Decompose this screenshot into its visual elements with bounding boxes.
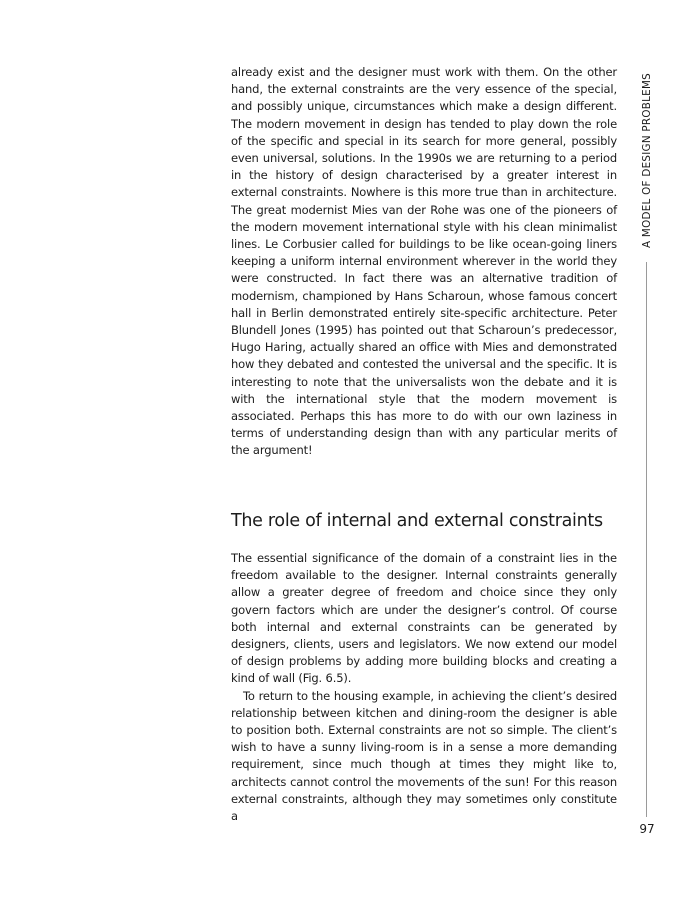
margin-rule [646, 262, 647, 817]
paragraph: The essential significance of the domain of a constraint lies in the freedom available to the designer. Internal constraints generally allow a greater degree of freedom and choice since they only govern factors which are under the designer’s control. Of course both internal and external constraints can be generated by designers, clients, users and legislators. We now extend our model of design problems by adding more building blocks and creating a kind of wall (Fig. 6.5). [231, 551, 617, 686]
page-number: 97 [639, 822, 655, 836]
running-head-text: A MODEL OF DESIGN PROBLEMS [641, 73, 653, 249]
running-head [640, 68, 654, 254]
body-text-section [231, 550, 617, 825]
paragraph: To return to the housing example, in achieving the client’s desired relationship between kitchen and dining-room the designer is able to position both. External constraints are not so simple. The client’s wish to have a sunny living-room is in a sense a more demanding requirement, since much though at times they might like to, architects cannot control the movements of the sun! For this reason external constraints, although they may sometimes only constitute a [231, 688, 617, 824]
section-heading: The role of internal and external constraints [231, 511, 603, 531]
paragraph: already exist and the designer must work with them. On the other hand, the external constraints are the very essence of the special, and possibly unique, circumstances which make a design different. The modern movement in design has tended to play down the role of the specific and special in its search for more general, possibly even universal, solutions. In the 1990s we are returning to a period in the history of design characterised by a greater interest in external constraints. Nowhere is this more true than in architecture. The great modernist Mies van der Rohe was one of the pioneers of the modern movement international style with his clean minimalist lines. Le Corbusier called for buildings to be like ocean-going liners keeping a uniform internal environment wherever in the world they were constructed. In fact there was an alternative tradition of modernism, championed by Hans Scharoun, whose famous concert hall in Berlin demonstrated entirely site-specific architecture. Peter Blundell Jones (1995) has pointed out that Scharoun’s predecessor, Hugo Haring, actually shared an office with Mies and demonstrated how they debated and contested the universal and the specific. It is interesting to note that the universalists won the debate and it is with the international style that the modern movement is associated. Perhaps this has more to do with our own laziness in terms of understanding design than with any particular merits of the argument! [231, 65, 617, 458]
body-text-top [231, 64, 617, 460]
